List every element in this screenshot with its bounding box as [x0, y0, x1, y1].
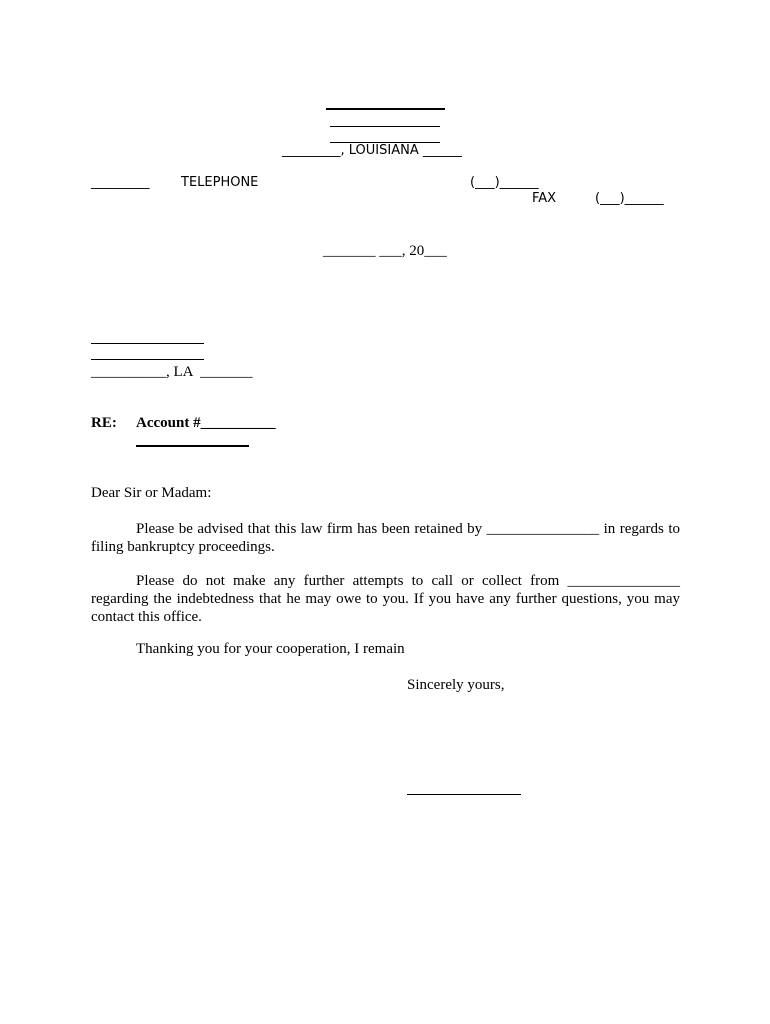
closing: Sincerely yours, [407, 677, 505, 693]
recipient-name-line [91, 343, 204, 344]
letterhead-left-blank: _________ [91, 175, 150, 190]
paragraph-thanks: Thanking you for your cooperation, I remain [136, 641, 405, 657]
letterhead-city-state: _________, LOUISIANA ______ [282, 143, 462, 158]
re-second-line [136, 445, 249, 447]
telephone-value: (___)______ [470, 175, 539, 190]
date-line: _______ ___, 20___ [323, 243, 447, 259]
paragraph-no-contact-text: Please do not make any further attempts to call or collect from _______________ regarding the indebtedness that he may owe to you. If you have any further questions, you may contact this office. [91, 573, 680, 625]
paragraph-retained [91, 520, 680, 556]
re-account: Account #__________ [136, 415, 276, 431]
paragraph-no-contact [91, 572, 680, 626]
telephone-label: TELEPHONE [181, 175, 259, 190]
letterhead-address-line-1 [330, 126, 440, 127]
paragraph-retained-text: Please be advised that this law firm has been retained by _______________ in regards to filing bankruptcy proceedings. [91, 521, 680, 555]
re-label: RE: [91, 415, 117, 431]
fax-label: FAX [532, 191, 557, 206]
signature-line [407, 794, 521, 795]
letterhead-name-line [326, 108, 445, 110]
fax-value: (___)______ [595, 191, 664, 206]
salutation: Dear Sir or Madam: [91, 485, 212, 501]
recipient-city-state: __________, LA _______ [91, 364, 253, 380]
recipient-address-line [91, 359, 204, 360]
